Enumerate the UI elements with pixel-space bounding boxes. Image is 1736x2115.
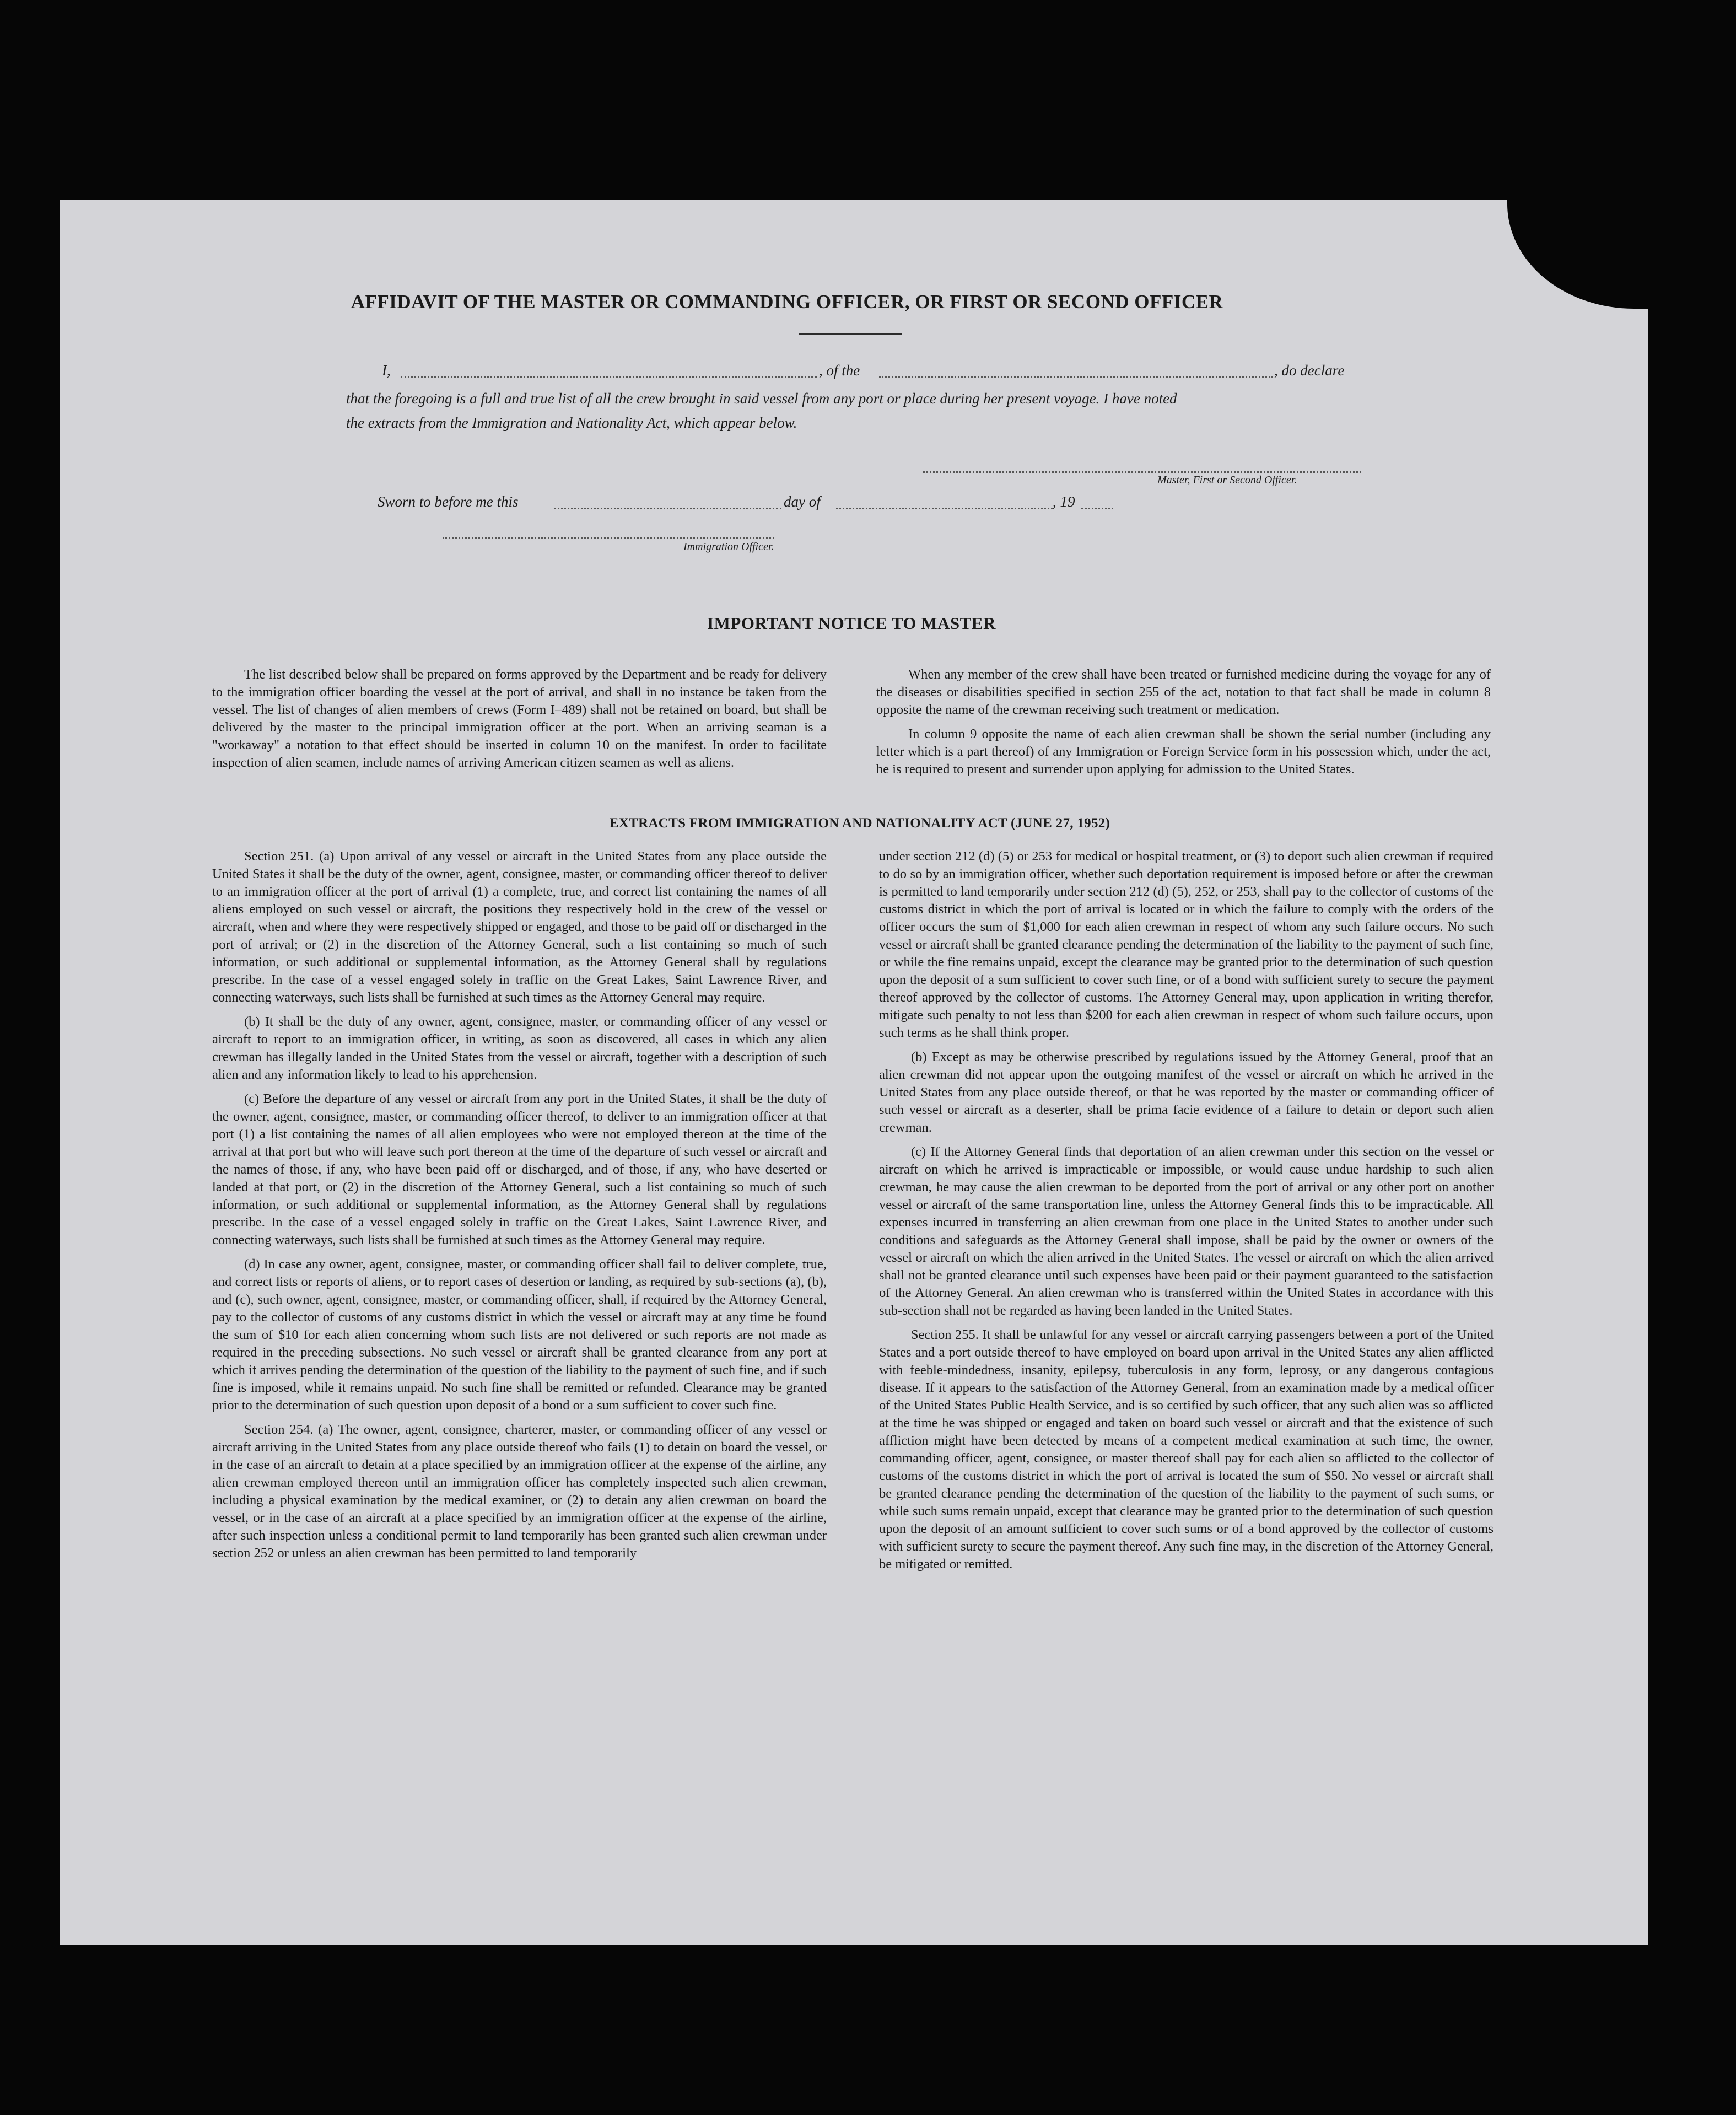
sworn-month-field[interactable] — [836, 508, 1053, 509]
sworn-day-field[interactable] — [554, 508, 781, 509]
sworn-year-field[interactable] — [1081, 508, 1113, 509]
statute-paragraph: (c) Before the departure of any vessel or aircraft from any port in the United States, it shall be the duty of the owner, agent, consignee, master, or commanding officer thereof, to deliver to an immigration officer at that port (1) a list containing the names of all alien employees who were not employed thereon at the time of the arrival at that port but who will leave such port thereon at the time of the departure of such vessel or aircraft and the names of those, if any, who have been paid off or discharged, and of those, if any, who have deserted or landed at that port, or (2) in the discretion of the Attorney General, such a list containing so much of such information, or such additional or supplemental information, as the Attorney General shall by regulations prescribe. In the case of a vessel engaged solely in traffic on the Great Lakes, Saint Lawrence River, and connecting waterways, such lists shall be furnished at such times as the Attorney General may require. — [212, 1091, 827, 1247]
notice-paragraph: In column 9 opposite the name of each alien crewman shall be shown the serial number (including any letter which is a part thereof) of any Immigration or Foreign Service form in his possession which, under the act, he is required to present and surrender upon applying for admission to the United States. — [876, 726, 1491, 777]
officer-signature-label: Immigration Officer. — [683, 541, 774, 553]
statute-paragraph: (b) Except as may be otherwise prescribed by regulations issued by the Attorney General, proof that an alien crewman did not appear upon the outgoing manifest of the vessel or aircraft on which he arrived in the United States from any place outside thereof, or that he was reported by the master or commanding officer of such vessel or aircraft as a deserter, shall be prima facie evidence of a failure to detain or deport such alien crewman. — [879, 1050, 1494, 1135]
notice-paragraph: The list described below shall be prepared on forms approved by the Department and be ready for delivery to the immigration officer boarding the vessel at the port of arrival, and shall in no instance be taken from the vessel. The list of changes of alien members of crews (Form I–489) shall not be retained on board, but shall be delivered by the master to the principal immigration officer at the port. When an arriving seaman is a "workaway" a notation to that effect should be inserted in column 10 on the manifest. In order to facilitate inspection of alien seamen, include names of arriving American citizen seamen as well as aliens. — [212, 667, 827, 770]
year-label: , 19 — [1053, 493, 1075, 510]
statute-paragraph: (d) In case any owner, agent, consignee, master, or commanding officer shall fail to deliver complete, true, and correct lists or reports of aliens, or to report cases of desertion or landing, as required by sub-sections (a), (b), and (c), such owner, agent, consignee, master, or commanding officer, shall, if required by the Attorney General, pay to the collector of customs of any customs district in which the vessel or aircraft may at any time be found the sum of $10 for each alien concerning whom such lists are not delivered or such reports are not made as required in the preceding subsections. No such vessel or aircraft shall be granted clearance from any port at which it arrives pending the determination of the question of the liability to the payment of such fine, and if such fine is imposed, while it remains unpaid. No such fine shall be remitted or refunded. Clearance may be granted prior to the determination of such question upon deposit of a bond or a sum sufficient to cover such fine. — [212, 1257, 827, 1413]
extracts-right-column — [879, 848, 1494, 1580]
notice-right-column — [876, 666, 1491, 785]
statute-paragraph: (b) It shall be the duty of any owner, agent, consignee, master, or commanding officer of any vessel or aircraft to report to an immigration officer, in writing, as soon as discovered, all cases in which any alien crewman has illegally landed in the United States from the vessel or aircraft, together with a description of such alien and any information likely to lead to his apprehension. — [212, 1014, 827, 1082]
master-signature-field[interactable] — [923, 471, 1361, 473]
declarant-label: I, — [382, 362, 391, 379]
sworn-label: Sworn to before me this — [378, 493, 519, 510]
statute-paragraph: Section 255. It shall be unlawful for any vessel or aircraft carrying passengers between a port of the United States and a port outside thereof to have employed on board upon arrival in the United States any alien afflicted with feeble-mindedness, insanity, epilepsy, tuberculosis in any form, leprosy, or any dangerous contagious disease. If it appears to the satisfaction of the Attorney General, from an examination made by a medical officer of the United States Public Health Service, and is so certified by such officer, that any such alien was so afflicted at the time he was shipped or engaged and taken on board such vessel or aircraft and that the existence of such affliction might have been detected by means of a competent medical examination at such time, the owner, commanding officer, agent, consignee, or master thereof shall pay for each alien so afflicted to the collector of customs of the customs district in which the port of arrival is located the sum of $50. No vessel or aircraft shall be granted clearance pending the determination of the question of the liability to the payment of such sums, or while such sums remain unpaid, except that clearance may be granted prior to the determination of such question upon the deposit of an amount sufficient to cover such sums or of a bond approved by the collector of customs with sufficient surety to secure the payment thereof. Any such fine may, in the discretion of the Attorney General, be mitigated or remitted. — [879, 1327, 1494, 1572]
statute-paragraph: under section 212 (d) (5) or 253 for medical or hospital treatment, or (3) to deport such alien crewman if required to do so by an immigration officer, whether such deportation requirement is imposed before or after the crewman is permitted to land temporarily under section 212 (d) (5), 252, or 253, shall pay to the collector of customs of the customs district in which the port of arrival is located or in which the failure to comply with the orders of the officer occurs the sum of $1,000 for each alien crewman in respect of whom any such failure occurs. No such vessel or aircraft shall be granted clearance pending the determination of the liability to the payment of such fine, or while the fine remains unpaid, except the clearance may be granted prior to the determination of such question upon the deposit of a sum sufficient to cover such fine, or of a bond with sufficient surety to secure the payment thereof approved by the collector of customs. The Attorney General may, upon application in writing therefor, mitigate such penalty to not less than $200 for each alien crewman in respect of whom such failure occurs, upon such terms as he shall think proper. — [879, 849, 1494, 1040]
master-signature-label: Master, First or Second Officer. — [1157, 474, 1297, 486]
notice-left-column — [212, 666, 827, 778]
declarant-name-field[interactable] — [401, 376, 817, 378]
of-the-label: , of the — [819, 362, 860, 379]
vessel-name-field[interactable] — [879, 376, 1273, 378]
statute-paragraph: (c) If the Attorney General finds that deportation of an alien crewman under this section on the vessel or aircraft on which he arrived is impracticable or impossible, or would cause undue hardship to such alien crewman, he may cause the alien crewman to be deported from the port of arrival or any other port on another vessel or aircraft of the same transportation line, unless the Attorney General finds this to be impracticable. All expenses incurred in transferring an alien crewman from one place in the United States to another under such conditions and safeguards as the Attorney General shall impose, shall be paid by the owner or owners of the vessel or aircraft on which the alien arrived in the United States. The vessel or aircraft on which the alien arrived shall not be granted clearance until such expenses have been paid or their payment guaranteed to the satisfaction of the Attorney General. An alien crewman who is transferred within the United States in accordance with this sub-section shall not be regarded as having been landed in the United States. — [879, 1144, 1494, 1318]
heading-rule — [799, 333, 902, 335]
day-of-label: day of — [784, 493, 821, 510]
notice-paragraph: When any member of the crew shall have been treated or furnished medicine during the voyage for any of the diseases or disabilities specified in section 255 of the act, notation to that fact shall be made in column 8 opposite the name of the crewman receiving such treatment or medication. — [876, 667, 1491, 717]
declaration-line-3: the extracts from the Immigration and Nationality Act, which appear below. — [346, 415, 797, 431]
do-declare-label: , do declare — [1274, 362, 1345, 379]
declaration-line-2: that the foregoing is a full and true list of all the crew brought in said vessel from any port or place during her present voyage. I have noted — [346, 390, 1177, 407]
officer-signature-field[interactable] — [443, 537, 774, 539]
notice-heading: IMPORTANT NOTICE TO MASTER — [707, 613, 996, 633]
extracts-left-column — [212, 848, 827, 1569]
extracts-heading: EXTRACTS FROM IMMIGRATION AND NATIONALITY ACT (JUNE 27, 1952) — [609, 816, 1110, 831]
statute-paragraph: Section 254. (a) The owner, agent, consignee, charterer, master, or commanding officer of any vessel or aircraft arriving in the United States from any place outside thereof who fails (1) to detain on board the vessel, or in the case of an aircraft to detain at a place specified by an immigration officer at the expense of the airline, any alien crewman employed thereon until an immigration officer has completely inspected such alien crewman, including a physical examination by the medical examiner, or (2) to detain any alien crewman on board the vessel, or in the case of an aircraft at a place specified by an immigration officer at the expense of the airline, after such inspection unless a conditional permit to land temporarily has been granted such alien crewman under section 252 or unless an alien crewman has been permitted to land temporarily — [212, 1422, 827, 1560]
affidavit-heading: AFFIDAVIT OF THE MASTER OR COMMANDING OFFICER, OR FIRST OR SECOND OFFICER — [351, 291, 1223, 313]
statute-paragraph: Section 251. (a) Upon arrival of any vessel or aircraft in the United States from any place outside the United States it shall be the duty of the owner, agent, consignee, master, or commanding officer thereof to deliver to an immigration officer at the port of arrival (1) a complete, true, and correct list containing the names of all aliens employed on such vessel or aircraft, the positions they respectively hold in the crew of the vessel or aircraft, when and where they were respectively shipped or engaged, and those to be paid off or discharged in the port of arrival; or (2) in the discretion of the Attorney General, such a list containing so much of such information, or such additional or supplemental information, as the Attorney General shall by regulations prescribe. In the case of a vessel engaged solely in traffic on the Great Lakes, Saint Lawrence River, and connecting waterways, such lists shall be furnished at such times as the Attorney General may require. — [212, 849, 827, 1005]
